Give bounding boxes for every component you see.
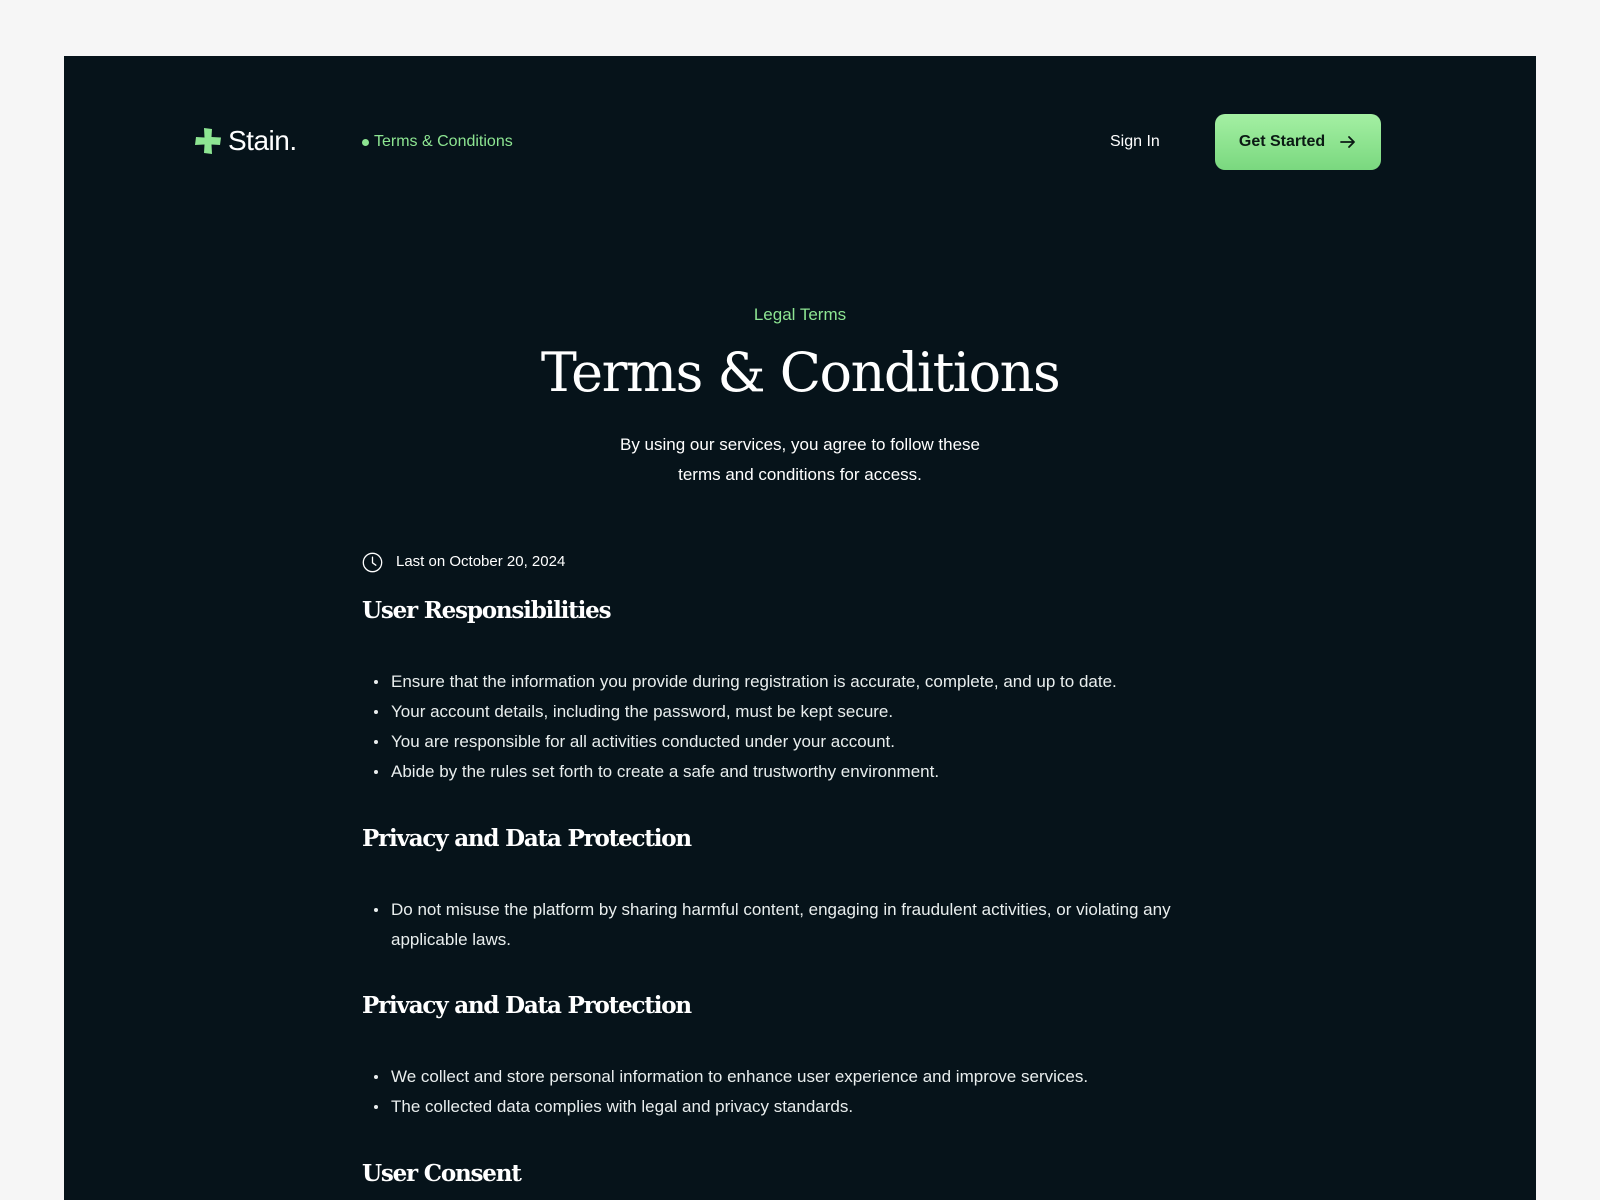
list-item: Your account details, including the password, must be kept secure. <box>362 697 1242 727</box>
list-item: Abide by the rules set forth to create a safe and trustworthy environment. <box>362 757 1242 787</box>
list-item: You are responsible for all activities conducted under your account. <box>362 727 1242 757</box>
page-subtitle <box>500 430 1100 490</box>
brand-logo[interactable] <box>194 126 297 156</box>
section-title: User Responsibilities <box>362 597 611 624</box>
section-title: Privacy and Data Protection <box>362 825 691 852</box>
breadcrumb-dot-icon <box>362 139 369 146</box>
breadcrumb-label: Terms & Conditions <box>374 133 513 150</box>
brand-name: Stain. <box>228 125 297 156</box>
plus-cross-logo-icon <box>194 127 222 155</box>
get-started-label: Get Started <box>1238 133 1326 150</box>
page-title: Terms & Conditions <box>540 341 1060 404</box>
nav-breadcrumb[interactable] <box>362 132 513 152</box>
clock-icon <box>362 552 383 573</box>
page-frame <box>64 56 1536 1200</box>
list-item: The collected data complies with legal and privacy standards. <box>362 1092 1242 1122</box>
subtitle-line-1: By using our services, you agree to follow these <box>619 435 981 454</box>
last-updated-text: Last on October 20, 2024 <box>396 553 566 570</box>
section-title: User Consent <box>362 1160 521 1187</box>
list-item: Do not misuse the platform by sharing harmful content, engaging in fraudulent activities, or violating any applicable laws. <box>362 895 1242 955</box>
section-list <box>362 667 1242 787</box>
get-started-button[interactable] <box>1215 114 1381 170</box>
list-item: Ensure that the information you provide during registration is accurate, complete, and up to date. <box>362 667 1242 697</box>
section-list <box>362 1062 1242 1122</box>
eyebrow-label: Legal Terms <box>753 305 847 324</box>
section-title: Privacy and Data Protection <box>362 992 691 1019</box>
arrow-right-icon <box>1339 133 1357 151</box>
list-item: We collect and store personal information to enhance user experience and improve services. <box>362 1062 1242 1092</box>
sign-in-link[interactable]: Sign In <box>1110 133 1160 150</box>
last-updated <box>362 551 565 573</box>
subtitle-line-2: terms and conditions for access. <box>678 465 922 484</box>
section-list <box>362 895 1242 955</box>
